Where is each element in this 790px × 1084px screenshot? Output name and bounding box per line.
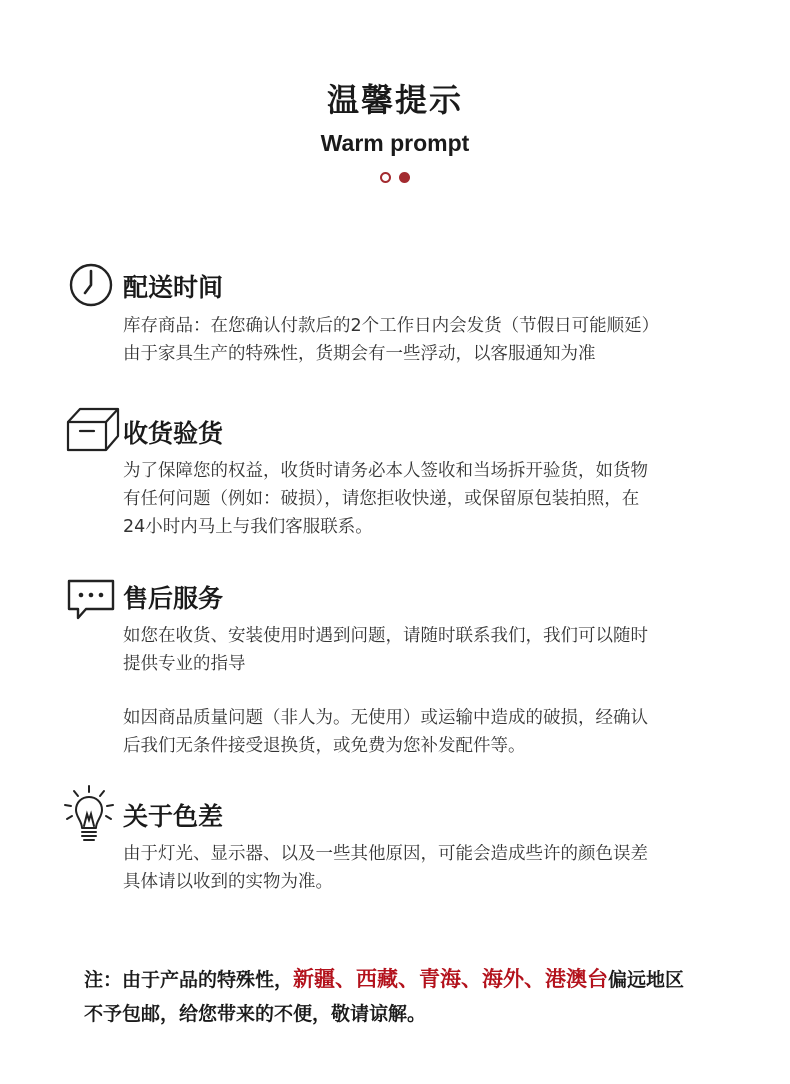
section-line: 为了保障您的权益，收货时请务必本人签收和当场拆开验货，如货物 <box>123 461 648 481</box>
shipping-note <box>84 962 744 1031</box>
clock-icon <box>66 262 114 310</box>
note-regions: 新疆、西藏、青海、海外、港澳台 <box>293 967 609 991</box>
page-title: 温馨提示 <box>326 81 463 119</box>
section-line: 24小时内马上与我们客服联系。 <box>123 517 373 537</box>
section-line: 提供专业的指导 <box>123 654 246 674</box>
section-title: 售后服务 <box>123 584 224 613</box>
title-dots <box>0 172 790 183</box>
note-line-2: 不予包邮，给您带来的不便，敬请谅解。 <box>84 1003 427 1025</box>
dot-outline-icon <box>380 172 391 183</box>
lightbulb-icon <box>62 784 116 850</box>
section-body <box>123 840 733 896</box>
section-line: 具体请以收到的实物为准。 <box>123 872 333 892</box>
page-subtitle: Warm prompt <box>320 130 470 156</box>
section-title: 收货验货 <box>123 419 224 448</box>
section-title: 配送时间 <box>123 273 224 302</box>
section-line: 库存商品：在您确认付款后的2个工作日内会发货（节假日可能顺延） <box>123 316 660 336</box>
note-prefix: 注：由于产品的特殊性， <box>84 969 294 991</box>
section-line: 如因商品质量问题（非人为。无使用）或运输中造成的破损，经确认 <box>123 708 648 728</box>
section-line: 有任何问题（例如：破损），请您拒收快递，或保留原包装拍照，在 <box>123 489 640 509</box>
section-line: 后我们无条件接受退换货，或免费为您补发配件等。 <box>123 736 526 756</box>
box-icon <box>66 406 122 452</box>
section-line: 如您在收货、安装使用时遇到问题，请随时联系我们，我们可以随时 <box>123 626 648 646</box>
section-body <box>123 457 733 541</box>
section-body <box>123 312 733 368</box>
section-line: 由于灯光、显示器、以及一些其他原因，可能会造成些许的颜色误差 <box>123 844 648 864</box>
section-line: 由于家具生产的特殊性，货期会有一些浮动，以客服通知为准 <box>123 344 596 364</box>
header <box>0 80 790 183</box>
section-title: 关于色差 <box>123 802 224 831</box>
chat-icon <box>66 578 116 622</box>
section-body <box>123 622 733 760</box>
note-suffix: 偏远地区 <box>608 969 685 991</box>
dot-filled-icon <box>399 172 410 183</box>
note-line-1 <box>84 962 744 997</box>
